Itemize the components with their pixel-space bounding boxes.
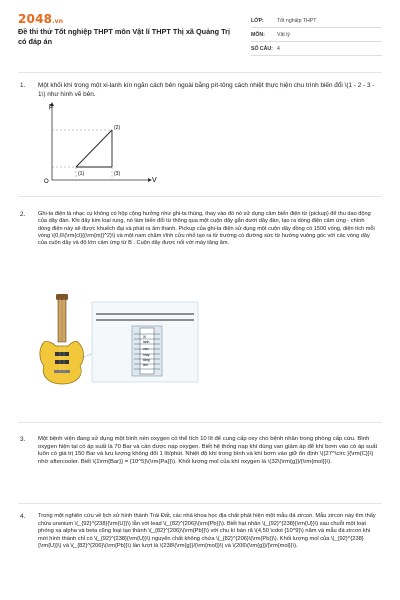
meta-key: SỐ CÂU: <box>251 45 273 52</box>
page-header <box>18 12 382 74</box>
pickup-2 <box>55 360 69 364</box>
point-3-label: (3) <box>114 171 121 177</box>
meta-row-class <box>251 14 382 28</box>
question-divider <box>18 503 382 504</box>
origin-label: O <box>44 179 49 184</box>
question-number: 1. <box>20 82 26 89</box>
question-divider <box>18 422 382 423</box>
device-label: Xi <box>143 335 147 339</box>
question-number: 2. <box>20 211 26 218</box>
question-1 <box>14 82 386 99</box>
question-2 <box>14 211 386 247</box>
meta-row-count <box>251 42 382 56</box>
meta-value: Vật lý <box>277 31 290 38</box>
guitar-headstock <box>56 294 68 300</box>
question-4 <box>14 513 386 551</box>
question-number: 4. <box>20 513 26 520</box>
meta-row-subject <box>251 28 382 42</box>
exam-meta-table <box>251 14 382 56</box>
logo-main: 2048 <box>18 12 53 26</box>
meta-value: Tốt nghiệp THPT <box>277 17 317 24</box>
question-divider <box>18 196 382 197</box>
meta-key: LỚP: <box>251 17 264 24</box>
point-2-label: (2) <box>114 125 121 131</box>
header-divider <box>18 72 382 73</box>
device-label: lanh <box>143 340 150 344</box>
exam-title: Đề thi thử Tốt nghiệp THPT môn Vật lí THPT Thị xã Quảng Trị có đáp án <box>18 27 231 46</box>
v-axis-label: V <box>152 177 157 184</box>
question-number: 3. <box>20 436 26 443</box>
bridge <box>54 370 70 373</box>
device-label: van <box>143 347 149 351</box>
meta-key: MÔN: <box>251 31 265 38</box>
logo-tld: .vn <box>52 18 64 25</box>
question-3 <box>14 436 386 467</box>
process-1-2 <box>76 130 112 167</box>
electric-guitar-figure <box>34 294 204 386</box>
p-axis-label: p <box>49 103 53 110</box>
meta-value: 4 <box>277 45 280 52</box>
guitar-neck <box>58 296 66 342</box>
point-1-label: (1) <box>78 171 85 177</box>
question-text: Ghi-ta điện là nhạc cụ không có hộp cộng hưởng như ghi-ta thùng, thay vào đó nó sử dụng cảm biến điện từ (pickup) để thu dao động của dây đàn. Khi dây kim loại rung, nó làm biến đổi từ thông qua một cuộn dây gắn dưới dây đàn, tạo ra dòng điện cảm ứng - chính dòng điện này sẽ được khuếch đại và phát ra âm thanh. Pickup của ghi-ta điện sử dụng một cuộn dây đồng có 1500 vòng, diện tích mỗi vòng \(0,6\(\rm{cl}{(\rm{m}}^2}\) và một nam châm vĩnh cửu nhỏ tạo ra từ trường có đường sức từ hướng vuông góc với các vòng dây của cuộn dây và độ lớn cảm ứng từ B . Cuộn dây được nối với máy tăng âm. <box>38 211 375 247</box>
question-text: Trong một nghiên cứu về lịch sử hình thành Trái Đất, các nhà khoa học địa chất phát hiện một mẫu đá zircon. Mẫu zircon này tìm thấy chứa uranium \(_{92}^{238}{\rm{U}}\) lẫn với lead \(_{82}^{206}\(\rm{Pb}}\). Biết hạt nhân \(_{92}^{238}{\rm{U}}\) sau chuỗi một loạt phóng xạ alpha và beta cũng loại tạo thành \(_{82}^{206}\(\rm{Pb}}\) với chu kì bán rã \(4,50 \cdot {10^9}\) năm và mẫu đá zircon khi mới hình thành chỉ có \(_{92}^{238}{\rm{U}}\) nguyên chất không chứa \(_{82}^{206}\(\rm{Pb}}\). Khối lượng mol của \(_{92}^{238}{\rm{U}}\) và \(_{82}^{206}\(\rm{Pb}}\) lần lượt là \(238\(\rm{g}}/{\rm{mol}}\) và \(206\(\rm{g}}/{\rm{mol}}\). <box>38 513 376 549</box>
site-logo[interactable] <box>18 12 63 26</box>
question-text: Một bệnh viện đang sử dụng một bình nén oxygen có thể tích 10 lít để cung cấp oxy cho bệnh nhân trong phòng cấp cứu. Bình oxygen hiện tại có áp suất là 70 Bar và cần được nạp oxygen. Biết hệ thống nạp khí dùng van giảm áp để khí bơm vào có áp suất luôn có giá trị 150 Bar và lưu lượng không đổi 1 lít/phút. Nhiệt độ khí trong bình và khí bơm vào giữ ổn định \({27^\circ }{\rm{C}}\) nhờ aftercooler. Biết \(1\rm{Bar}} = {10^5}\(\rm{Pa}}\). Khối lượng mol của khí oxygen là \(32\(\rm{g}}/{\rm{mol}}\). <box>38 436 378 466</box>
question-text: Một khối khí trong một xi-lanh kín ngăn cách bên ngoài bằng pít-tông cách nhiệt thực hiện chu trình biến đổi \(1 - 2 - 3 - 1\) như hình vẽ bên. <box>38 82 375 98</box>
pv-diagram <box>38 100 168 184</box>
device-label: âm <box>143 363 148 367</box>
pickup-1 <box>55 352 69 356</box>
device-label: tăng <box>143 358 150 362</box>
device-label: máy <box>143 353 150 357</box>
